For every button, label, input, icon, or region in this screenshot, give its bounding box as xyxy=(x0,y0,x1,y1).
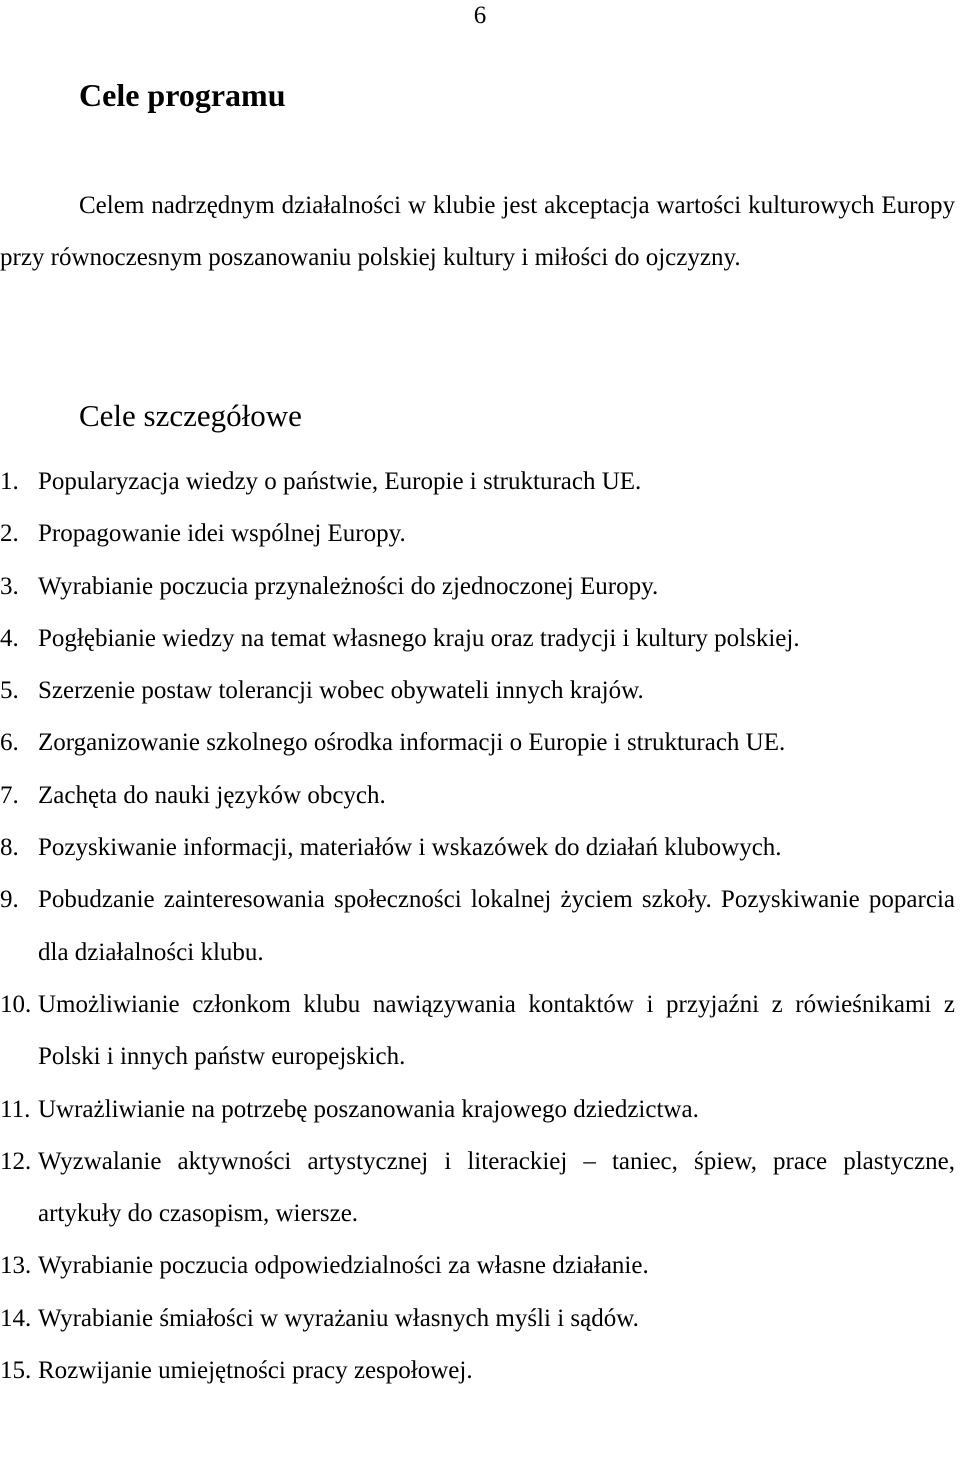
goal-text: Szerzenie postaw tolerancji wobec obywateli innych krajów. xyxy=(38,677,644,705)
goal-item-6 xyxy=(0,717,955,769)
goal-item-7 xyxy=(0,770,955,822)
goal-number: 11. xyxy=(0,1095,31,1123)
page-number: 6 xyxy=(473,2,487,29)
goal-item-12 xyxy=(0,1136,955,1241)
goal-number: 8. xyxy=(0,834,19,862)
section-title: Cele programu xyxy=(79,77,286,113)
goal-text: Pozyskiwanie informacji, materiałów i wskazówek do działań klubowych. xyxy=(38,834,782,862)
goal-item-11 xyxy=(0,1084,955,1136)
goal-number: 7. xyxy=(0,781,19,809)
goal-text: Wyrabianie śmiałości w wyrażaniu własnych myśli i sądów. xyxy=(38,1304,639,1332)
goals-list xyxy=(0,456,955,1397)
goal-text: Wyrabianie poczucia przynależności do zjednoczonej Europy. xyxy=(38,572,659,600)
goal-item-15 xyxy=(0,1345,955,1397)
goal-text: Pogłębianie wiedzy na temat własnego kraju oraz tradycji i kultury polskiej. xyxy=(38,624,800,652)
goal-number: 15. xyxy=(0,1357,32,1385)
goal-text: Wyrabianie poczucia odpowiedzialności za własne działanie. xyxy=(38,1252,649,1280)
goal-text: Zorganizowanie szkolnego ośrodka informacji o Europie i strukturach UE. xyxy=(38,729,786,757)
intro-paragraph: Celem nadrzędnym działalności w klubie jest akceptacja wartości kulturowych Europy przy równoczesnym poszanowaniu polskiej kultury i miłości do ojczyzny. xyxy=(0,192,955,271)
goal-item-14 xyxy=(0,1293,955,1345)
goal-number: 3. xyxy=(0,572,19,600)
goal-number: 13. xyxy=(0,1252,32,1280)
goal-item-13 xyxy=(0,1240,955,1292)
goal-text: Umożliwianie członkom klubu nawiązywania kontaktów i przyjaźni z rówieśnikami z Polski i innych państw europejskich. xyxy=(38,990,955,1071)
goal-item-5 xyxy=(0,665,955,717)
goal-item-10 xyxy=(0,979,955,1084)
goal-number: 2. xyxy=(0,520,19,548)
goal-item-9 xyxy=(0,874,955,979)
goal-number: 1. xyxy=(0,468,19,495)
goal-text: Pobudzanie zainteresowania społeczności lokalnej życiem szkoły. Pozyskiwanie poparcia dla działalności klubu. xyxy=(38,886,955,966)
goal-number: 5. xyxy=(0,677,19,705)
goal-text: Uwrażliwianie na potrzebę poszanowania krajowego dziedzictwa. xyxy=(38,1095,699,1123)
goal-number: 14. xyxy=(0,1304,32,1332)
goal-item-8 xyxy=(0,822,955,874)
goal-item-1 xyxy=(0,456,955,508)
goal-item-2 xyxy=(0,508,955,560)
goal-text: Zachęta do nauki języków obcych. xyxy=(38,781,386,809)
goal-number: 9. xyxy=(0,886,19,914)
goal-number: 4. xyxy=(0,624,19,652)
goal-item-4 xyxy=(0,613,955,665)
goals-title: Cele szczegółowe xyxy=(79,398,302,433)
goal-item-3 xyxy=(0,561,955,613)
goal-text: Wyzwalanie aktywności artystycznej i literackiej – taniec, śpiew, prace plastyczne, artykuły do czasopism, wiersze. xyxy=(38,1147,955,1228)
goal-number: 6. xyxy=(0,729,19,757)
goal-text: Propagowanie idei wspólnej Europy. xyxy=(38,520,406,548)
goal-text: Rozwijanie umiejętności pracy zespołowej. xyxy=(38,1357,473,1385)
goal-number: 10. xyxy=(0,990,32,1018)
goal-text: Popularyzacja wiedzy o państwie, Europie i strukturach UE. xyxy=(38,468,642,495)
goal-number: 12. xyxy=(0,1147,32,1175)
